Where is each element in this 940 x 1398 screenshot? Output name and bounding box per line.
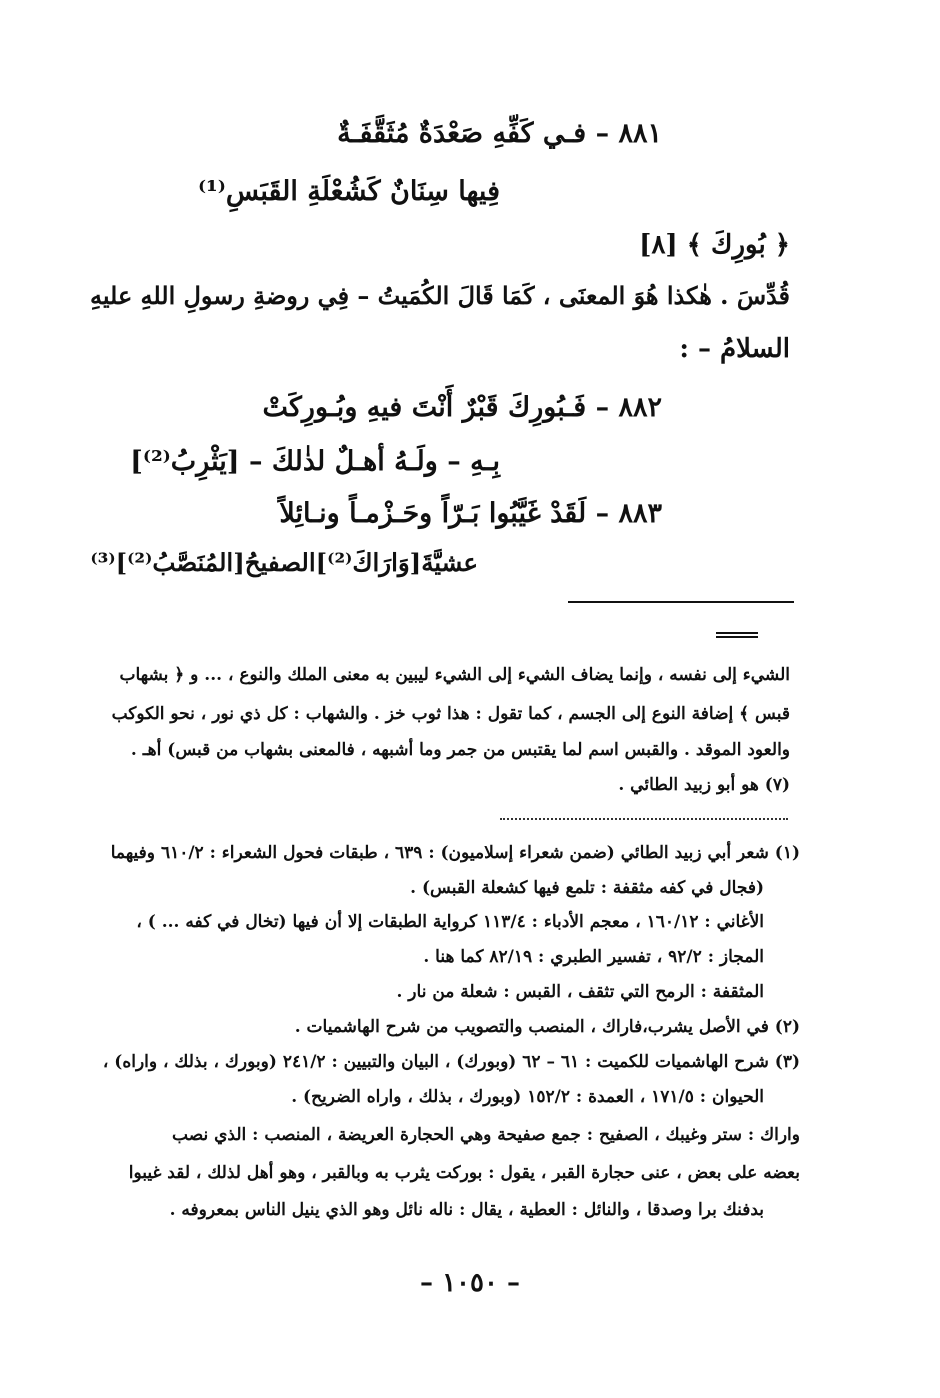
verse-883-second-hemistich: عشيَّةَ[وَارَاكَ⁽²⁾]الصفيحُ[المُنَصَّبُ⁽²⁾]⁽³⁾ (90, 548, 478, 577)
footnote-separator-line (568, 601, 794, 603)
footnote-1-line-5: المثقفة : الرمح التي تثقف ، القبس : شعلة من نار . (396, 982, 764, 1002)
footnote-1-line-1: (١) شعر أبي زبيد الطائي (ضمن شعراء إسلاميون) : ٦٣٩ ، طبقات فحول الشعراء : ٦١٠/٢ وفيهما (110, 843, 800, 863)
footnote-1-line-3: الأغاني : ١٦٠/١٢ ، معجم الأدباء : ١١٣/٤ كرواية الطبقات إلا أن فيها (تخال في كفه ... ) ، (136, 912, 764, 932)
footnote-3-line-1: (٣) شرح الهاشميات للكميت : ٦١ – ٦٢ (وبورك) ، البيان والتبيين : ٢٤١/٢ (وبورك ، بذلك ، واراه) ، (102, 1052, 800, 1072)
prose-line-2: السلامُ – : (679, 334, 790, 364)
footnote-3-line-3: واراك : ستر وغيبك ، الصفيح : جمع صفيحة وهي الحجارة العريضة ، المنصب : الذي نصب (172, 1125, 800, 1145)
quran-entry-heading: ﴿ بُورِكَ ﴾ [٨] (639, 230, 790, 260)
footnote-3-line-5: بدفنك برا وصدقا ، والنائل : العطية ، يقال : ناله نائل وهو الذي ينيل الناس بمعروفه . (169, 1200, 764, 1220)
continued-note-line-4: (٧) هو أبو زبيد الطائي . (618, 775, 790, 795)
double-rule-mark (716, 632, 758, 638)
continued-note-line-2: قبس ﴾ إضافة النوع إلى الجسم ، كما تقول : هذا ثوب خز . والشهاب : كل ذي نور ، نحو الكوكب (111, 704, 790, 724)
prose-line-1: قُدِّسَ . هٰكذا هُوَ المعنَى ، كَمَا قَالَ الكُمَيتُ – فِي روضةِ رسولِ اللهِ عليهِ (90, 282, 790, 310)
verse-882-first-hemistich: ٨٨٢ – فَـبُورِكَ قَبْرٌ أَنْتَ فيهِ وبُـورِكَتْ (262, 392, 662, 423)
verse-881-first-hemistich: ٨٨١ – فـي كَفِّهِ صَعْدَةٌ مُثَقَّفَـةٌ (337, 118, 662, 149)
footnote-3-line-4: بعضه على بعض ، عنى حجارة القبر ، يقول : بوركت يثرب به وبالقبر ، وهو أهل لذلك ، لقد غيبوا (128, 1163, 800, 1183)
verse-882-second-hemistich: بِـهِ – ولَـهُ أهـلٌ لذٰلكَ – [يَثْرِبُ⁽²⁾] (130, 446, 500, 477)
footnote-1-line-4: المجاز : ٩٢/٢ ، تفسير الطبري : ٨٢/١٩ كما هنا . (423, 947, 764, 967)
continued-note-line-1: الشيء إلى نفسه ، وإنما يضاف الشيء إلى الشيء ليبين به معنى الملك والنوع ، ... و ﴿ بشهاب (119, 665, 790, 685)
verse-881-second-hemistich: فِيها سِنَانٌ كَشُعْلَةِ القَبَسِ⁽¹⁾ (197, 176, 500, 207)
continued-note-line-3: والعود الموقد . والقبس اسم لما يقتبس من جمر وما أشبهه ، فالمعنى بشهاب من قبس) أهـ . (130, 740, 790, 760)
dotted-separator (500, 818, 788, 820)
verse-883-first-hemistich: ٨٨٣ – لَقَدْ غَيَّبُوا بَـرّاً وحَـزْمـاً ونـائِلاً (279, 498, 662, 529)
footnote-3-line-2: الحيوان : ١٧١/٥ ، العمدة : ١٥٢/٢ (وبورك ، بذلك ، واراه الضريح) . (291, 1087, 764, 1107)
footnote-1-line-2: (فجال في كفه مثقفة : تلمع فيها كشعلة القبس) . (410, 878, 764, 898)
page-number: – ١٠٥٠ – (420, 1268, 520, 1298)
footnote-2: (٢) في الأصل يشرب،فاراك ، المنصب والتصويب من شرح الهاشميات . (294, 1017, 800, 1037)
